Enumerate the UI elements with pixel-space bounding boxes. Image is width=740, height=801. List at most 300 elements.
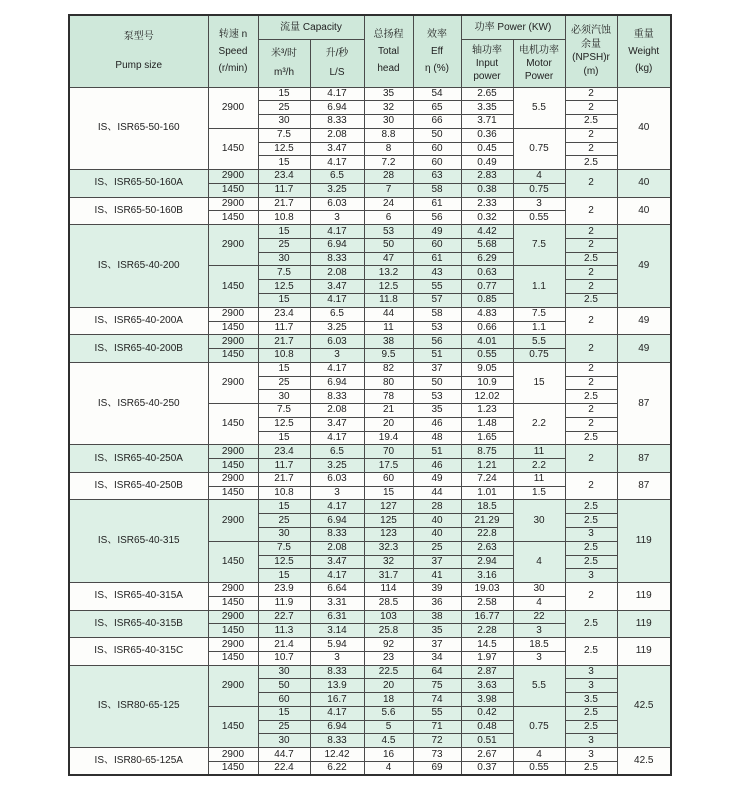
capacity-ls-cell: 4.17 [310,362,364,376]
capacity-ls-cell: 3.47 [310,142,364,156]
speed-cell: 2900 [208,500,258,541]
efficiency-cell: 58 [413,307,461,321]
total-head-cell: 12.5 [364,280,413,294]
motor-power-cell: 7.5 [513,225,565,266]
npsh-cell: 2 [565,197,617,225]
npsh-cell: 2 [565,170,617,198]
capacity-ls-cell: 3 [310,349,364,363]
total-head-cell: 20 [364,417,413,431]
efficiency-cell: 50 [413,128,461,142]
npsh-cell: 2 [565,445,617,473]
npsh-cell: 3 [565,679,617,693]
input-power-cell: 5.68 [461,238,513,252]
motor-power-cell: 2.2 [513,459,565,473]
weight-cell: 49 [617,307,671,335]
efficiency-cell: 64 [413,665,461,679]
input-power-cell: 2.63 [461,541,513,555]
header-input-power: 轴功率 Input power [461,39,513,87]
capacity-m3h-cell: 21.4 [258,638,310,652]
capacity-m3h-cell: 7.5 [258,266,310,280]
capacity-ls-cell: 3 [310,651,364,665]
efficiency-cell: 60 [413,238,461,252]
capacity-ls-cell: 2.08 [310,266,364,280]
total-head-cell: 80 [364,376,413,390]
capacity-ls-cell: 3.25 [310,321,364,335]
motor-power-cell: 11 [513,445,565,459]
capacity-ls-cell: 4.17 [310,225,364,239]
total-head-cell: 16 [364,748,413,762]
npsh-cell: 2.5 [565,500,617,514]
table-row [69,170,671,184]
total-head-cell: 7 [364,183,413,197]
capacity-m3h-cell: 21.7 [258,197,310,211]
speed-cell: 1450 [208,183,258,197]
input-power-cell: 3.16 [461,569,513,583]
capacity-ls-cell: 6.31 [310,610,364,624]
input-power-cell: 0.51 [461,734,513,748]
capacity-m3h-cell: 25 [258,376,310,390]
input-power-cell: 19.03 [461,583,513,597]
motor-power-cell: 3 [513,624,565,638]
capacity-m3h-cell: 23.4 [258,445,310,459]
pump-model-cell: IS、ISR65-40-200A [69,307,208,335]
efficiency-cell: 58 [413,183,461,197]
npsh-cell: 2 [565,266,617,280]
total-head-cell: 60 [364,472,413,486]
efficiency-cell: 66 [413,115,461,129]
motor-power-cell: 5.5 [513,335,565,349]
pump-model-cell: IS、ISR65-40-200 [69,225,208,308]
total-head-cell: 53 [364,225,413,239]
speed-cell: 2900 [208,197,258,211]
header-speed: 转速 n Speed (r/min) [208,15,258,87]
efficiency-cell: 49 [413,472,461,486]
input-power-cell: 4.01 [461,335,513,349]
header-capacity-ls: 升/秒 L/S [310,39,364,87]
capacity-ls-cell: 6.03 [310,335,364,349]
total-head-cell: 24 [364,197,413,211]
speed-cell: 1450 [208,321,258,335]
total-head-cell: 32.3 [364,541,413,555]
total-head-cell: 5 [364,720,413,734]
speed-cell: 2900 [208,335,258,349]
motor-power-cell: 0.55 [513,211,565,225]
input-power-cell: 2.87 [461,665,513,679]
total-head-cell: 32 [364,101,413,115]
npsh-cell: 3 [565,748,617,762]
efficiency-cell: 75 [413,679,461,693]
weight-cell: 119 [617,610,671,638]
capacity-ls-cell: 13.9 [310,679,364,693]
total-head-cell: 114 [364,583,413,597]
speed-cell: 1450 [208,459,258,473]
capacity-m3h-cell: 15 [258,569,310,583]
total-head-cell: 8 [364,142,413,156]
npsh-cell: 2.5 [565,638,617,666]
input-power-cell: 1.01 [461,486,513,500]
total-head-cell: 70 [364,445,413,459]
total-head-cell: 11.8 [364,293,413,307]
pump-model-cell: IS、ISR65-40-315 [69,500,208,583]
efficiency-cell: 63 [413,170,461,184]
weight-cell: 42.5 [617,748,671,776]
efficiency-cell: 39 [413,583,461,597]
capacity-ls-cell: 8.33 [310,734,364,748]
npsh-cell: 2 [565,335,617,363]
efficiency-cell: 56 [413,335,461,349]
speed-cell: 1450 [208,624,258,638]
npsh-cell: 2.5 [565,720,617,734]
capacity-ls-cell: 5.94 [310,638,364,652]
efficiency-cell: 44 [413,486,461,500]
npsh-cell: 2.5 [565,541,617,555]
motor-power-cell: 18.5 [513,638,565,652]
input-power-cell: 2.65 [461,87,513,101]
speed-cell: 2900 [208,748,258,762]
total-head-cell: 22.5 [364,665,413,679]
efficiency-cell: 38 [413,610,461,624]
input-power-cell: 0.45 [461,142,513,156]
pump-model-cell: IS、ISR65-40-315B [69,610,208,638]
motor-power-cell: 2.2 [513,404,565,445]
total-head-cell: 127 [364,500,413,514]
input-power-cell: 3.71 [461,115,513,129]
efficiency-cell: 48 [413,431,461,445]
efficiency-cell: 54 [413,87,461,101]
capacity-ls-cell: 8.33 [310,115,364,129]
npsh-cell: 2 [565,472,617,500]
capacity-m3h-cell: 15 [258,706,310,720]
efficiency-cell: 72 [413,734,461,748]
efficiency-cell: 51 [413,445,461,459]
header-capacity-m3h: 米³/时 m³/h [258,39,310,87]
efficiency-cell: 37 [413,638,461,652]
capacity-m3h-cell: 23.4 [258,170,310,184]
capacity-ls-cell: 6.94 [310,101,364,115]
capacity-ls-cell: 8.33 [310,665,364,679]
capacity-ls-cell: 6.03 [310,197,364,211]
input-power-cell: 3.63 [461,679,513,693]
pump-model-cell: IS、ISR65-50-160A [69,170,208,198]
efficiency-cell: 65 [413,101,461,115]
input-power-cell: 0.55 [461,349,513,363]
table-row [69,197,671,211]
speed-cell: 1450 [208,128,258,169]
total-head-cell: 47 [364,252,413,266]
capacity-m3h-cell: 30 [258,665,310,679]
total-head-cell: 92 [364,638,413,652]
capacity-ls-cell: 8.33 [310,390,364,404]
weight-cell: 87 [617,362,671,445]
speed-cell: 1450 [208,762,258,776]
weight-cell: 119 [617,583,671,611]
capacity-ls-cell: 6.5 [310,445,364,459]
speed-cell: 2900 [208,225,258,266]
input-power-cell: 7.24 [461,472,513,486]
motor-power-cell: 30 [513,583,565,597]
input-power-cell: 22.8 [461,528,513,542]
input-power-cell: 3.35 [461,101,513,115]
weight-cell: 87 [617,445,671,473]
capacity-m3h-cell: 60 [258,693,310,707]
speed-cell: 2900 [208,638,258,652]
total-head-cell: 125 [364,514,413,528]
input-power-cell: 1.23 [461,404,513,418]
weight-cell: 40 [617,197,671,225]
motor-power-cell: 3 [513,651,565,665]
pump-model-cell: IS、ISR65-50-160B [69,197,208,225]
total-head-cell: 30 [364,115,413,129]
total-head-cell: 50 [364,238,413,252]
capacity-m3h-cell: 15 [258,87,310,101]
capacity-m3h-cell: 15 [258,362,310,376]
total-head-cell: 18 [364,693,413,707]
efficiency-cell: 51 [413,349,461,363]
pump-model-cell: IS、ISR65-40-315A [69,583,208,611]
capacity-m3h-cell: 23.4 [258,307,310,321]
capacity-ls-cell: 16.7 [310,693,364,707]
total-head-cell: 4.5 [364,734,413,748]
pump-model-cell: IS、ISR65-40-250B [69,472,208,500]
table-row [69,307,671,321]
total-head-cell: 78 [364,390,413,404]
capacity-m3h-cell: 7.5 [258,541,310,555]
header-weight: 重量 Weight (kg) [617,15,671,87]
total-head-cell: 28 [364,170,413,184]
efficiency-cell: 61 [413,252,461,266]
npsh-cell: 2 [565,404,617,418]
npsh-cell: 3.5 [565,693,617,707]
npsh-cell: 2 [565,128,617,142]
input-power-cell: 1.48 [461,417,513,431]
pump-model-cell: IS、ISR65-40-250A [69,445,208,473]
npsh-cell: 2 [565,307,617,335]
total-head-cell: 31.7 [364,569,413,583]
capacity-m3h-cell: 44.7 [258,748,310,762]
efficiency-cell: 49 [413,225,461,239]
motor-power-cell: 5.5 [513,87,565,128]
npsh-cell: 2 [565,583,617,611]
capacity-m3h-cell: 23.9 [258,583,310,597]
total-head-cell: 44 [364,307,413,321]
input-power-cell: 0.42 [461,706,513,720]
table-row [69,445,671,459]
npsh-cell: 2.5 [565,156,617,170]
speed-cell: 2900 [208,665,258,706]
capacity-ls-cell: 3.14 [310,624,364,638]
speed-cell: 1450 [208,596,258,610]
efficiency-cell: 36 [413,596,461,610]
header-motor-power: 电机功率 Motor Power [513,39,565,87]
npsh-cell: 2 [565,225,617,239]
efficiency-cell: 71 [413,720,461,734]
npsh-cell: 2 [565,142,617,156]
input-power-cell: 0.77 [461,280,513,294]
capacity-m3h-cell: 22.7 [258,610,310,624]
efficiency-cell: 40 [413,514,461,528]
npsh-cell: 2 [565,362,617,376]
npsh-cell: 3 [565,528,617,542]
speed-cell: 2900 [208,445,258,459]
capacity-m3h-cell: 10.7 [258,651,310,665]
total-head-cell: 9.5 [364,349,413,363]
input-power-cell: 0.38 [461,183,513,197]
weight-cell: 49 [617,335,671,363]
pump-spec-table [68,14,672,776]
total-head-cell: 82 [364,362,413,376]
capacity-ls-cell: 3.25 [310,459,364,473]
total-head-cell: 11 [364,321,413,335]
speed-cell: 1450 [208,541,258,582]
pump-model-cell: IS、ISR65-40-250 [69,362,208,445]
efficiency-cell: 69 [413,762,461,776]
capacity-ls-cell: 4.17 [310,87,364,101]
total-head-cell: 19.4 [364,431,413,445]
capacity-ls-cell: 6.94 [310,238,364,252]
efficiency-cell: 37 [413,555,461,569]
capacity-m3h-cell: 50 [258,679,310,693]
capacity-ls-cell: 6.94 [310,720,364,734]
capacity-m3h-cell: 12.5 [258,555,310,569]
motor-power-cell: 3 [513,197,565,211]
speed-cell: 1450 [208,266,258,307]
efficiency-cell: 25 [413,541,461,555]
table-row [69,665,671,679]
npsh-cell: 2.5 [565,555,617,569]
speed-cell: 1450 [208,706,258,747]
header-power: 功率 Power (KW) [461,15,565,39]
capacity-m3h-cell: 30 [258,528,310,542]
capacity-m3h-cell: 7.5 [258,404,310,418]
table-row [69,610,671,624]
capacity-ls-cell: 3.47 [310,555,364,569]
header-capacity: 流量 Capacity [258,15,364,39]
input-power-cell: 2.83 [461,170,513,184]
motor-power-cell: 0.75 [513,183,565,197]
capacity-m3h-cell: 25 [258,238,310,252]
npsh-cell: 2 [565,101,617,115]
capacity-m3h-cell: 22.4 [258,762,310,776]
capacity-m3h-cell: 11.3 [258,624,310,638]
table-row [69,335,671,349]
pump-model-cell: IS、ISR80-65-125A [69,748,208,776]
input-power-cell: 21.29 [461,514,513,528]
efficiency-cell: 55 [413,706,461,720]
capacity-m3h-cell: 10.8 [258,349,310,363]
capacity-m3h-cell: 21.7 [258,335,310,349]
efficiency-cell: 55 [413,280,461,294]
capacity-m3h-cell: 11.9 [258,596,310,610]
input-power-cell: 16.77 [461,610,513,624]
capacity-m3h-cell: 30 [258,252,310,266]
weight-cell: 119 [617,638,671,666]
capacity-m3h-cell: 30 [258,390,310,404]
npsh-cell: 2.5 [565,115,617,129]
efficiency-cell: 35 [413,404,461,418]
capacity-m3h-cell: 15 [258,225,310,239]
motor-power-cell: 0.55 [513,762,565,776]
capacity-ls-cell: 12.42 [310,748,364,762]
input-power-cell: 0.49 [461,156,513,170]
npsh-cell: 2 [565,376,617,390]
efficiency-cell: 40 [413,528,461,542]
total-head-cell: 20 [364,679,413,693]
efficiency-cell: 46 [413,459,461,473]
npsh-cell: 2.5 [565,762,617,776]
capacity-ls-cell: 2.08 [310,128,364,142]
input-power-cell: 0.32 [461,211,513,225]
capacity-ls-cell: 4.17 [310,569,364,583]
capacity-m3h-cell: 12.5 [258,280,310,294]
input-power-cell: 2.67 [461,748,513,762]
npsh-cell: 2 [565,417,617,431]
motor-power-cell: 4 [513,170,565,184]
motor-power-cell: 15 [513,362,565,403]
pump-table-body [69,87,671,775]
efficiency-cell: 43 [413,266,461,280]
capacity-ls-cell: 6.22 [310,762,364,776]
motor-power-cell: 4 [513,541,565,582]
weight-cell: 119 [617,500,671,583]
total-head-cell: 5.6 [364,706,413,720]
capacity-ls-cell: 6.5 [310,170,364,184]
capacity-ls-cell: 4.17 [310,500,364,514]
capacity-ls-cell: 4.17 [310,706,364,720]
capacity-ls-cell: 6.03 [310,472,364,486]
npsh-cell: 2.5 [565,431,617,445]
total-head-cell: 25.8 [364,624,413,638]
table-row [69,748,671,762]
efficiency-cell: 35 [413,624,461,638]
npsh-cell: 2 [565,87,617,101]
motor-power-cell: 0.75 [513,706,565,747]
input-power-cell: 3.98 [461,693,513,707]
total-head-cell: 6 [364,211,413,225]
capacity-ls-cell: 3.47 [310,417,364,431]
capacity-ls-cell: 2.08 [310,404,364,418]
capacity-ls-cell: 6.5 [310,307,364,321]
motor-power-cell: 11 [513,472,565,486]
total-head-cell: 13.2 [364,266,413,280]
motor-power-cell: 0.75 [513,128,565,169]
capacity-ls-cell: 3.31 [310,596,364,610]
header-pump-model: 泵型号 Pump size [69,15,208,87]
total-head-cell: 17.5 [364,459,413,473]
total-head-cell: 123 [364,528,413,542]
npsh-cell: 2.5 [565,390,617,404]
motor-power-cell: 7.5 [513,307,565,321]
input-power-cell: 2.94 [461,555,513,569]
capacity-ls-cell: 3.25 [310,183,364,197]
input-power-cell: 9.05 [461,362,513,376]
speed-cell: 2900 [208,170,258,184]
efficiency-cell: 53 [413,321,461,335]
total-head-cell: 15 [364,486,413,500]
speed-cell: 2900 [208,583,258,597]
capacity-m3h-cell: 15 [258,156,310,170]
efficiency-cell: 74 [413,693,461,707]
speed-cell: 2900 [208,472,258,486]
capacity-m3h-cell: 10.8 [258,211,310,225]
motor-power-cell: 30 [513,500,565,541]
efficiency-cell: 57 [413,293,461,307]
motor-power-cell: 1.5 [513,486,565,500]
capacity-m3h-cell: 12.5 [258,142,310,156]
table-row [69,87,671,101]
catalog-page [0,14,740,776]
capacity-m3h-cell: 12.5 [258,417,310,431]
efficiency-cell: 60 [413,142,461,156]
